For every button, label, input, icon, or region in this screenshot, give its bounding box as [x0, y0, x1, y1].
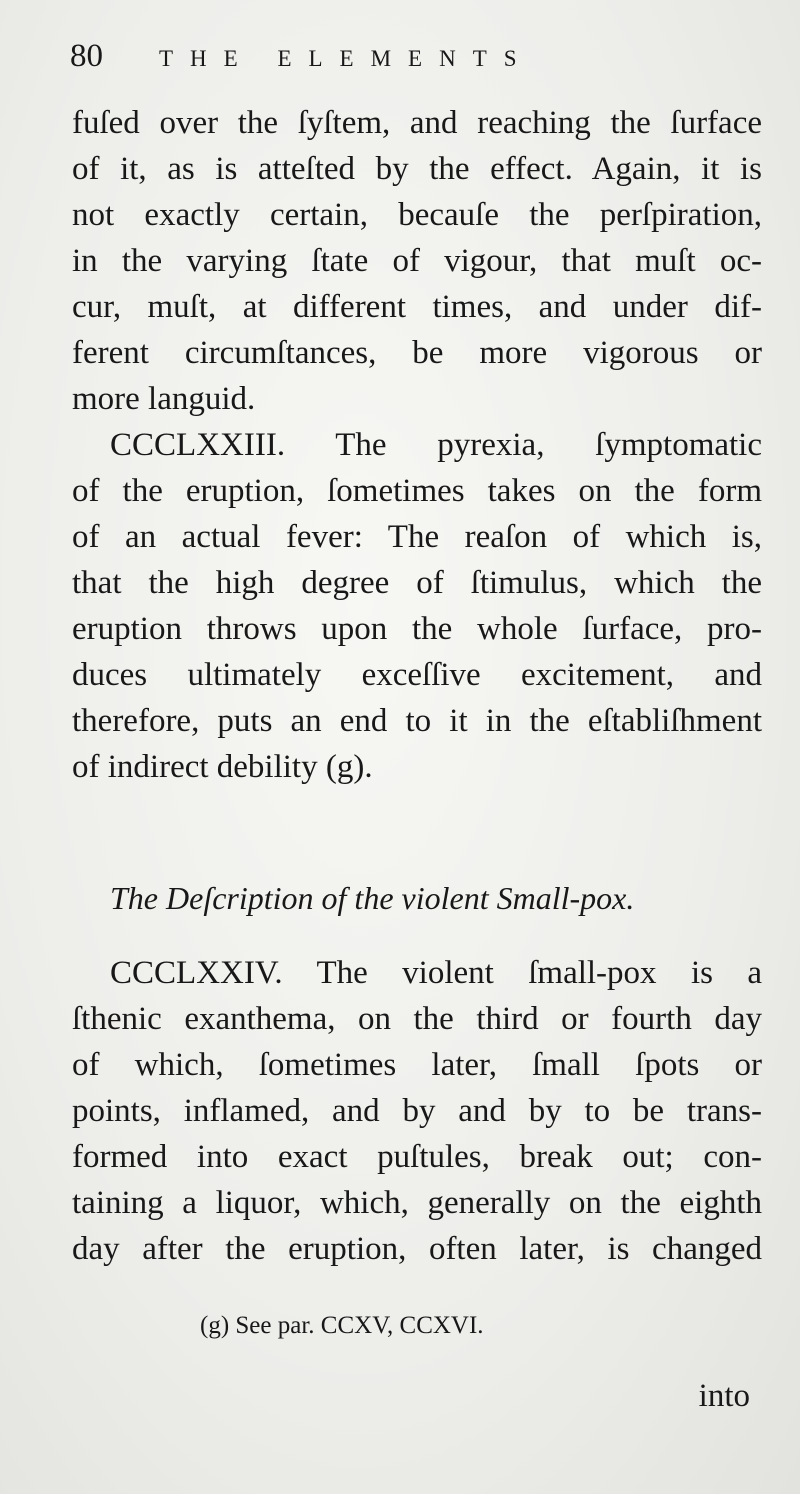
- text-line: of an actual fever: The reaſon of which is,: [72, 519, 762, 555]
- text-line: in the varying ſtate of vigour, that muſt oc-: [72, 243, 762, 279]
- text-line: therefore, puts an end to it in the eſtabliſhment: [72, 703, 762, 739]
- text-line: duces ultimately exceſſive excitement, and: [72, 657, 762, 693]
- page-number: 80: [70, 38, 103, 74]
- text-line: CCCLXXIV. The violent ſmall-pox is a: [110, 955, 762, 991]
- catchword: into: [698, 1378, 750, 1414]
- section-heading: The Deſcription of the violent Small-pox.: [110, 880, 635, 916]
- text-line: cur, muſt, at different times, and under dif-: [72, 289, 762, 325]
- text-line: formed into exact puſtules, break out; con-: [72, 1139, 762, 1175]
- text-line: of indirect debility (g).: [72, 749, 373, 785]
- text-line: day after the eruption, often later, is changed: [72, 1231, 762, 1267]
- text-line: of which, ſometimes later, ſmall ſpots or: [72, 1047, 762, 1083]
- page-header: [70, 38, 610, 78]
- text-line: ferent circumſtances, be more vigorous or: [72, 335, 762, 371]
- text-line: ſthenic exanthema, on the third or fourth day: [72, 1001, 762, 1037]
- running-title: THE ELEMENTS: [159, 46, 534, 71]
- text-line: of the eruption, ſometimes takes on the form: [72, 473, 762, 509]
- paragraph-block-2: [72, 950, 762, 1272]
- footnote: (g) See par. CCXV, CCXVI.: [200, 1312, 484, 1339]
- text-line: taining a liquor, which, generally on the eighth: [72, 1185, 762, 1221]
- text-line: that the high degree of ſtimulus, which the: [72, 565, 762, 601]
- text-line: of it, as is atteſted by the effect. Again, it is: [72, 151, 762, 187]
- text-line: fuſed over the ſyſtem, and reaching the ſurface: [72, 105, 762, 141]
- text-line: not exactly certain, becauſe the perſpiration,: [72, 197, 762, 233]
- paragraph-block-1: [72, 100, 762, 790]
- text-line: eruption throws upon the whole ſurface, pro-: [72, 611, 762, 647]
- text-line: more languid.: [72, 381, 256, 417]
- text-line: points, inflamed, and by and by to be trans-: [72, 1093, 762, 1129]
- text-line: CCCLXXIII. The pyrexia, ſymptomatic: [110, 427, 762, 463]
